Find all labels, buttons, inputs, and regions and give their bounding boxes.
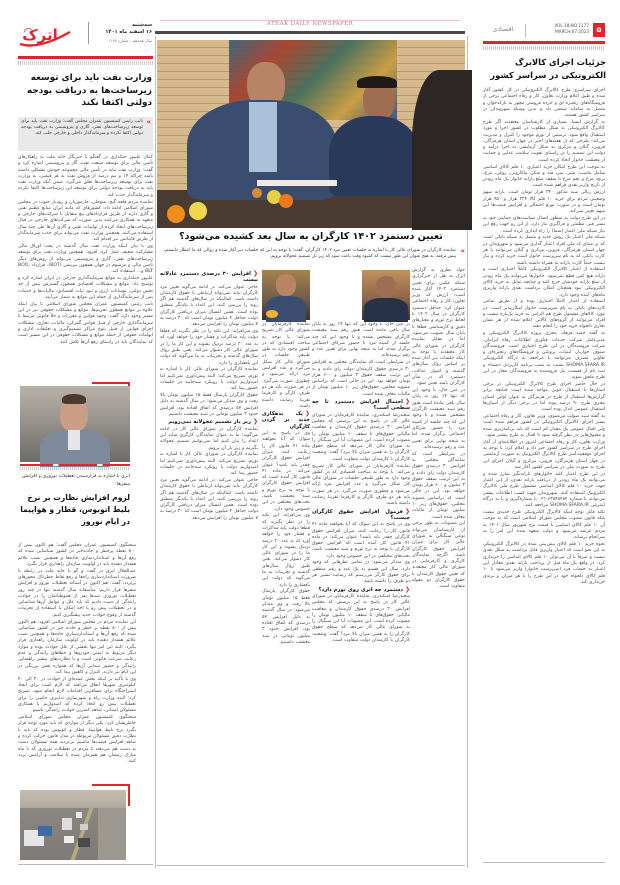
center-bottom-rule bbox=[157, 865, 465, 866]
chevron-icon: ❮ bbox=[404, 398, 410, 406]
chevron-icon: ❮ bbox=[304, 410, 310, 418]
chevron-icon: ❮ bbox=[404, 507, 410, 515]
right-header-stripe bbox=[483, 46, 605, 50]
left-header-red-bar bbox=[18, 56, 153, 59]
section-divider bbox=[525, 24, 526, 38]
subhead-no-hasty: ❮زیر بار تصمیم عجولانه نمی‌رویم bbox=[168, 418, 258, 426]
main-column-middle-left: نماینده کارفرمایان در شورای عالی کار تصریح می‌کند: با توجه به مباحث اقتصادی که در کشور وجود دارد به طور طبیعی جلسات در شورای عالی کار شکل می‌گیرد و عدد افزایش مزد ارائه می‌شود و چطوری صورت می‌گیرد. در هر صورت باید هر دو طرف کارگر و کارفرما تقریبا رضایت داشته باشند. ❮یک بدهکاری جدید بر گردن کارگران وی در پاسخ به این سوال که آیا بخواهند ماده ۴۱ قانون کار را رعایت کنند، میزان افزایش حقوق کارگران چقدر باید باشد؟ عنوان می‌کند: در ماده ۴۱ قانون کار آمده است که افزایش حقوق کارگران با توجه به نرخ تورم و سبد معیشت باشد، بحث‌های مختلفی در این خصوص وجود دارد. وی می‌افزاید: این نکته را در نظر بگیرید که قطعا دولت پایه مذاکرات و فشار خود را خواهد آورد که به عدد ۲۰ درصد نزدیک بشوند و این کار ما را در شورای عالی کار دشوار می‌کند. یعنی طبق روال سال‌های گذشته و تجربیات به ما می‌گوید که دولت این پافشاری را دارد. حقوق کارگران پارسال فقط ۱۵ میلیون تومان بالا رفت و وی متذکر می‌شود: در سال گذشته به دلیل افزایش ۵۷ درصدی که اتفاق افتاده بود، افزایش حدود ۳ میلیون تومانی در سبد معیشت داشتیم. bbox=[262, 322, 311, 645]
highway-red-corner-v bbox=[128, 784, 130, 806]
page-number: ۵ bbox=[596, 25, 602, 34]
subhead-new-debt: ❮یک بدهکاری جدید بر گردن کارگران bbox=[262, 410, 310, 430]
chevron-icon: ❮ bbox=[404, 585, 410, 593]
double-chevron-icon: « bbox=[146, 118, 151, 126]
top-right-masthead bbox=[483, 20, 605, 42]
subhead-30-percent: ❮افزایش ۳۰ درصدی دستمزد عادلانه نیست bbox=[160, 270, 258, 284]
left-article2-kicker: ابری با اشاره به فرارسیدن تعطیلات نوروزی و افزایش سفرها: bbox=[21, 474, 130, 487]
column-divider-left bbox=[155, 36, 156, 868]
issue-day: سه‌شنبه bbox=[132, 22, 152, 28]
issue-date: ۱۶ اسفند ماه ۱۴۰۱ bbox=[105, 29, 152, 35]
left-header-stripe bbox=[18, 61, 153, 65]
main-lead: نماینده کارگران در شورای عالی کار با اشاره به جلسات تعیین مزد ۱۴۰۲ کارگران، گفت: با توجه به این که جلسات دیر آغاز شده و روالی که ما انتظار داشتیم، پیش نرفته، به هیچ عنوان این طور نیست که کمبود وقت باعث شود که زیر بار تصمیم عجولانه برویم. bbox=[163, 248, 456, 260]
masthead-title: ATRAK DAILY NEWSPAPER bbox=[266, 21, 354, 27]
main-column-left: ❮افزایش ۳۰ درصدی دستمزد عادلانه نیست حاجی عنوان می‌کند: در ادامه می‌گوید تعیین مزد کارگران نباید نمی‌تواند ارتباطی با حقوق کارمندان داشته باشد. کمااینکه در سال‌های گذشته هم اگر روند را بررسی کنید، این اعداد با یکدیگر منطبق بوده است. همین امسال میزان دریافتی کارگران دولت حداقل ۴ میلیون تومان است که ۳۰ درصد به ۷ میلیون تومان را افزایش می‌دهد. وی می‌افزاید: این نکته را در نظر بگیرید که قطعا دولت پایه مذاکرات و فشار خود را خواهد آورد که به عدد ۲۰ درصد نزدیک بشوند و این کار ما را در شورای عالی کار دشوار می‌کند. یعنی طبق روال سال‌های گذشته و تجربیات به ما می‌گوید که دولت این پافشاری را دارد. نماینده کارگران در شورای عالی کار با اشاره به تورم، تصریح می‌کند: البته پیش‌داوری نمی‌کنیم اما امیدواریم دولت با رویکرد سه‌جانبه در جلسات حضور پیدا کند. حقوق کارگران پارسال فقط ۱۵ میلیون تومان بالا رفت و وی متذکر می‌شود: در سال گذشته به دلیل افزایش ۵۷ درصدی که اتفاق افتاده بود، افزایش حدود ۳ میلیون تومانی در سبد معیشت داشتیم. ❮زیر بار تصمیم عجولانه نمی‌رویم نماینده کارگران در شورای عالی کار در ادامه می‌گوید: ما به عنوان نمایندگان کارگری شاید این اعداد را بیان کنیم اما نمی‌توانیم تصمیم عجولانه بگیریم و زیر بار آن برویم. نماینده کارگران در شورای عالی کار با اشاره به تورم، تصریح می‌کند: البته پیش‌داوری نمی‌کنیم اما امیدواریم دولت با رویکرد سه‌جانبه در جلسات حضور پیدا کند. حاجی عنوان می‌کند: در ادامه می‌گوید تعیین مزد کارگران نباید نمی‌تواند ارتباطی با حقوق کارمندان داشته باشد. کمااینکه در سال‌های گذشته هم اگر روند را بررسی کنید، این اعداد با یکدیگر منطبق بوده است. همین امسال میزان دریافتی کارگران دولت حداقل ۴ میلیون تومان است که ۳۰ درصد به ۷ میلیون تومان را افزایش می‌دهد. bbox=[160, 270, 259, 521]
left-article1-body: کمال علیپور خنکداری در گفتگو با خبرنگار خانه ملت به راهکارهای تأمین مالی برای توسعه صنعت نفت، گاز و پتروشیمی اشاره کرد و گفت: وزارت نفت نباید در تأمین مالی مجموعه خودش مشکلی داشته باشد چراکه ۱۴ و نیم درصد از فروش نفت به هر قیمتی، به وزارت نفت برای توسعه زیرساخت‌ها تعلق می‌گیرد، ضمن آنکه وزارت نفت باید به دریافت بودجه دولتی برای توسعه این زیرساخت‌ها اکتفا نکرده و سرمایه‌گذار جذب کند. نماینده مردم قلعه گنج، منوجان، جازموریان و رودبار جنوب در مجلس شورای اسلامی ادامه داد: کشورهای که مانند ایران منابع عظیم نفتی و گازی دارند از طریق قراردادهای بیع متقابل با شرکت‌های خارجی و متعهد به همکاری می‌کنند بدین صورت که شرکت‌های خارجی در قبال زیرساخت‌های ایجاد کرده از تولیدات نفتی و گازی آن‌ها طی چند سال استفاده می‌کنند، همچنین وزارت نفت می‌تواند برای جذب سرمایه‌گذار از طریق فاینانس نیز اقدام کند. وی با بیان اینکه وزارت نفت سال گذشته در بحث اوراق مالی مشارکت ضعیف عمل کرد، افزود: همچنین وزارت نفت برای توسعه زیرساخت‌های نفتی، گازی و پتروشیمی می‌تواند از روش‌های دیگر تأمین مالی و مرسوم در جهان همچون بیزینس (BOT)، قرارداد BOO، BLT و... استفاده کند. علیپور خنکداری به موانع سرمایه‌گذاری خارجی در ایران اشاره کرد و توضیح داد: موانع و مشکلات اقتصادی همچون گسترش بیش از حد بخش دولتی، نوسانات ارزی و نبود ثبات اقتصادی، مالیات‌ها و خدمات پس از سرمایه‌گذاری از جمله این موانع به شمار می‌آیند. نایب رئیس کمیسیون عمران مجلس شورای اسلامی با بیان اینکه علاوه بر موانع همچون تحریم‌ها، موانع و مشکلات حقوقی نیز در این مسیر وجود دارد، گفت: وجود قوانین و مقررات و خلأ قانونی مرتبط با سرمایه‌گذاری خارجی از قبیل قوانین گمرکی، مالیات، تجاری، مشکلات اجرای قوانین از قبیل تنوع مراکز تصمیم‌گیری و تعلیقات اداری و ابهامات حقوقی از جمله موانع و مشکلات حقوقی در این مسیر است که نمایندگان باید در راستای رفع آن‌ها تلاش کنند. bbox=[18, 155, 153, 345]
main-lead-block bbox=[157, 247, 465, 267]
newspaper-logo bbox=[18, 18, 73, 50]
meeting-photo bbox=[157, 40, 465, 228]
right-header-red-bar bbox=[483, 41, 605, 44]
portrait-caption-rule bbox=[20, 464, 130, 466]
right-article-body: اجرای سراسری طرح کالابرگ الکترونیکی در کل کشور آغاز شده و طبق اعلام وزارت تعاون، کار و رفاه اجتماعی برخی از فروشگاه‌های زنجیره ای و خرده فروشی مجهز به بارکدخوان و متصل به سامانه شمس داد و بدین وسیله شهروندان در سراسر کشور هستند. به گزارش ایسنا، بسیاری از کارشناسان معتقدند اگر طرح کالابرگ الکترونیکی به شکل مطلوب در کشور اجرا و مورد استقبال واقع شود، ترمیمی از تورم موجود را کنترل و مدیریت می‌کند؛ طرحی که از هفته‌های اخیر در چهار استان هرمزگان، قزوین، گیلان و مرکزی به شکل آزمایشی به اجرا درآمد و دولت این تصمیم را در راستای تقویت سلامت غذایی و حمایت از معیشت خانوار اتخاذ کرده است. به موجب این طرح امکان خرید اعتباری ۱۰ قلم کالای اساسی شامل ماست، شیر، پنیر، قند و شکر، ماکارونی، روغن، مرغ، برنج، مرغ و تخم مرغ با سقف مبلغ یارانه خانوار یک ماه زودتر از تاریخ واریز نقدی فراهم شده است. ارزش ریالی سبد مذکور ۳۴۰ هزار تومان است. یارانه سهم وضعیتی مردم برای خرید ۱۰ قلم کالا ۲۲۴ هزار و ۹۵۰ هزار تومان است و در صورت تورم احتمالی و افزایش قیمت‌ها این سهم تغییر نمی‌کند. در این طرح دولت به منظور اتصال سیاست‌های حمایتی خود به بستر فنی مطمئن و فراگیری نیاز دارد، از این رو جهت رفع این نیاز شبکه ملی اعتبار (شما) را راه اندازی کرده است. شبکه ملی اعتبار یک روش جدید و متصل به شبکه بانکی است که بر مبنای کد ملی افراد اعتبار گذاری می‌شود و شهروندان در چهار استان هرمزگان، قزوین، مرکزی و گیلان می‌توانند با هر کارت بانکی که به نام سرپرست خانوار است خرید کرده و نیاز نیست حتماً کارت یارانه به همراه داشته باشند. استفاده از اعتبار کالابرگ الکترونیکی کاملاً اختیاری است و یارانه هیچ کس قطع نمی‌شود. خانوارها می‌توانند یک ماه زودتر از مبلغ یارانه خودشان خرج کنند و چنانچه تمایل به خرید کالای الکترونیکی نبود همچنان امکان برداشت نقدی یارانه واریزی ماه‌های آینده وجود دارد. استفاده از اعتبار کاملاً اختیاری بوده و از طریق تمامی کارت‌های بانکی به نام سرپرست خانوار امکان‌پذیر است. در مورد کالاهای مشمول طرح هم الزامی به خرید یک‌باره نیست و افراد می‌توانند از گروه‌های کالایی اعلام شده از هر نشان تجاری دلخواه خرید خود را انجام دهند. به گفته حمید فرهاد، مجری پروژه کالابرگ الکترونیکی و مدیرعامل شرکت خدمات فناوری اطلاعات رفاه ایرانیان، شرکت فروشندگان در این طرح اختیاری است. فروشندگان صنوف خواربار، لبنیات، پروتئین و فروشگاه‌های زنجیره‌ای و تعاونی مصرف می‌توانند با مراجعه به درگاه الکترونیکی SHOMA.SFARA.IR نسبت به نصب برنامه کاربردی «شما» و ثبت نام از قسمت پنل فروشنده به فروشندگان مجاز در این طرح ملحق شوند. در حال حاضر اجرای طرح کالابرگ الکترونیکی در برخی استان‌ها با استقبال خوبی مواجه شده است چنانچه برابر گزارش‌ها استقبال از طرح در هرمزگان به عنوان اولین استان مجری طرح ۹۰ درصد بوده اما در برخی دیگر از استان‌ها استقبال عمومی اندک بوده است. به گفته سید صولت مرتضوی، وزیر تعاون، کار و رفاه اجتماعی بستر اجرای کالابرگ الکترونیکی در کشور فراهم شده است ولی اقبال عمومی یک مقدار کم است که باید برنامه‌ریزی شده و مشوق‌هایی در نظر گرفته شود تا اقبال به طرح بیشتر شود. وزارت تعاون، کار و رفاه اجتماعی امروز در اطلاعیه‌ای از آغاز اجرای طرح در سراسر کشور خبر داد و اعلام کرد: با توجه به اجرای موفقیت‌آمیز طرح کالابرگ الکترونیک به صورت آزمایشی در چهار استان هرمزگان، قزوین، مرکزی و گیلان اجرای این طرح به صورت ملی در سراسر کشور آغاز شد. در این طرح اعتبار کلیه خانوارهای یارانه‌بگیر شارژ شده و می‌توانند یک ماه زودتر از دریافت یارانه نقدی، از این اعتبار جهت خرید ۱۰ قلم کالای اساسی مشمول طرح ملی کالابرگ الکترونیک استفاده کنند. شهروندان جهت کسب اطلاعات بیشتر می‌توانند با شماره ۶۳۸۴۸۴۸۴-۰۲۱ یا شماره‌گیری و یا به درگاه اینترنتی SHOMA.SFARA.IR مراجعه کنند. نکته قابل توجه اینکه کالابرگ الکترونیکی طرح جدیدی نیست بلکه قانون مصوب مجلس شورای اسلامی است که به موجب آن ۱۰ قلم کالای اساسی با قیمت نرخ شهریور سال ۱۴۰۱ به مردم عرضه می‌شود و دولت متعهد شده این امر را به سرانجام برساند. نحوه خرید ۱۰ قلم کالای پیش‌بینی شده در کالابرگ الکترونیکی به این نحو است که اعتبار واریزی قابل برداشت به شکل نقدی نیست و صرفاً با آن می‌توان ۱۰ قلم کالای اساسی را خریداری کرد. در واقع یک ماه قبل از پرداخت یارانه نقدی معادل این اعتبار به حساب فرد (سرپرست خانوار) واریز می‌شود تا ۱۰ قلم کالای دلخواه خود در این طرح را با هر میزان و برندی خریداری کند. bbox=[483, 88, 606, 585]
portrait-stripe bbox=[20, 467, 130, 470]
right-bottom-rule bbox=[483, 862, 605, 863]
right-headline[interactable]: جزئیات اجرای کالابرگ الکترونیکی در سراسر کشور bbox=[490, 57, 606, 80]
subhead-inflation: ❮دستمزد چه اثری روی تورم دارد؟ bbox=[318, 585, 410, 593]
left-article2-body: سخنگوی کمیسیون عمران مجلس گفت: هم اکنون بیش از ۸۰۰ نقطه پرخطر و حادثه‌خیز در کشور شناسایی شده که رفع آن‌ها و استانداردسازی جاده‌ها و همچنین نصب علائم هشدار دهنده باید در اولویت سازمان راهداری قرار بگیرد. عبدالجلال ابری در گفت و گو با خانه ملت در رابطه با ضرورت استانداردسازی راه‌ها و رفع نقاط خطرناک محورهای پرتردد، گفت: هم اکنون در آستانه تعطیلات نوروز و افزایش سفرها قرار داریم؛ متأسفانه سال گذشته تنها در چند روز تعطیلات نوروزی صدها نفر از هموطنانمان را در حوادث رانندگی از دست دادیم که باید علل و عوامل آن‌ها شناسایی و در تعطیلات پیش رو با اخذ امکان با استفاده از تجربیات گذشته از وقوع حوادث جدید پیشگیری کنیم. این نماینده مردم در مجلس شورای اسلامی افزود: هم اکنون بیش از ۸۰۰ نقطه پر خطر و حادثه خیز در کشور شناسایی شده که رفع آن‌ها و استانداردسازی جاده‌ها و همچنین نصب علائم هشدار دهنده باید در اولویت سازمان راهداری قرار بگیرد. البته این امر تنها بخشی از علل حوادث بوده و موارد دیگر مربوط به ایمنی خودروها و خطاهای رانندگی و عدم رعایت سرعت قانونی است و با نظارت‌های بیشتر راهنمایی رانندگی و حضور میدانی آن‌ها که همواره نقش پررنگی در این ایام نیز دارند، کنترل و کاهش پیدا کند. وی با تأکید بر اینکه بخش عمده‌ای از حوادث در ۳۰ الی ۴۰ کیلومتری شهرها اتفاق می‌افتد که لازم است برای ایجاد استراحتگاه برای مسافرین اقدامات لازم انجام شود، تصریح کرد: البته وزارت راه و شهرسازی تدابیری خاصی را برای تعطیلات پیش رو اتخاذ کرده که امیدواریم با همکاری مسئولان استانی، شاهد کمترین حوادث رانندگی باشیم. سخنگوی کمیسیون عمران مجلس شورای اسلامی خاطرنشان کرد: یکی دیگر از مواردی که باید مورد توجه قرار بگیرد نرخ بلیط هواپیما، قطار و اتوبوس بوده که باید با نظارت دقیق مسئولان مربوطه در مدار قانون حرکت کرده و شاهد افزایش قیمت‌ها نباشیم بی‌تردید همه مسئولان دست به دست هم می‌دهند تا مردم در تعطیلات نوروزی که با ماه مبارک رمضان هم همزمان شده با سلامت و آرامش تردد کنند. bbox=[18, 543, 136, 765]
page-number-badge bbox=[593, 23, 605, 37]
double-chevron-icon: « bbox=[460, 247, 465, 255]
subhead-formula: ❮فرمول افزایش حقوق کارگران چیست؟ bbox=[312, 507, 410, 521]
issue-number: سال هجدهم – شماره ۱۱۷۷ bbox=[108, 38, 152, 43]
left-bottom-rule bbox=[18, 864, 153, 865]
left-red-corner-portrait bbox=[92, 382, 130, 384]
top-left-masthead bbox=[18, 18, 153, 50]
left-article1-lead: نایب رئیس کمیسیون عمران مجلس گفت: وزارت نفت باید برای توسعه زیرساخت‌های نفتی، گازی و پتروشیمی به دریافت بودجه دولتی اکتفا نکرده و سرمایه‌گذار داخلی و خارجی جلب کند. bbox=[21, 119, 143, 137]
svg-text:اترک: اترک bbox=[22, 26, 58, 44]
meeting-photo-crop-left bbox=[262, 270, 310, 320]
volume-number: VOL.18,NO.1177 bbox=[554, 23, 589, 28]
main-headline[interactable]: تعیین دستمزد ۱۴۰۲ کارگران به سال بعد کشیده می‌شود؟ bbox=[179, 231, 443, 242]
highway-red-corner-h bbox=[92, 784, 130, 786]
meeting-photo-crop-right bbox=[362, 270, 410, 320]
masthead-thick-rule bbox=[155, 31, 465, 34]
chevron-icon: ❮ bbox=[252, 270, 258, 277]
chevron-icon: ❮ bbox=[252, 418, 258, 426]
left-article1-lead-box bbox=[18, 117, 153, 151]
portrait-photo bbox=[20, 386, 130, 462]
masthead-divider bbox=[88, 22, 89, 44]
subhead-range: ❮احتمال افزایش دستمزد تا چه سطحی است؟ bbox=[312, 398, 410, 412]
left-article2-headline[interactable]: لزوم افزایش نظارت بر نرخ بلیط اتوبوس، قطار و هواپیما در ایام نوروز bbox=[20, 493, 130, 526]
section-label: اقتصادی bbox=[492, 26, 514, 33]
left-article1-headline[interactable]: وزارت نفت باید برای توسعه زیرساخت‌ها به دریافت بودجه دولتی اکتفا نکند bbox=[27, 73, 152, 108]
main-column-middle: در عین حال، با وجود این که تنها ۱۴ روز به پایان سال باقی مانده است هنوز رقم سبد معیشت کارگران مشخص نشده و با وجود این که چند جلسه از کمیته مزد با حضور شرکای اجتماعی برگزار شده، اما به نتیجه نهایی برای تعیین عدد و رقم نرسیده‌اند. در شرایطی است که نمایندگان مجلس به افزایش ۳۰ درصدی حقوق کارمندان دولت رای دادند و به این ترتیب سقف حقوق ۳ میلیون و ۶۰۰ هزار تومان خواهد بود. این در حالی است که براساس مصوبه مجلس، حقوق‌های زیر ۱۰ میلیون تومان از مالیات معاف شده است. ❮احتمال افزایش دستمزد تا چه سطحی است؟ سعیدرضا اسکندری، نماینده کارفرمایان در شورای عالی کار در پاسخ به این پرسش که مجلس افزایش ۳۰ درصدی حقوق کارمندان و معافیت مالیاتی حقوق‌های تا سقف ۱۰ میلیون تومان را مصوب کرده است. این مصوبات آیا این سیگنال را به شورای عالی کار می‌دهد که سطح حقوق کارگران را به همین میزان بالا ببرد؟ گفت: وضعیت کارگران با کارمندان دولت متفاوت است. نماینده کارفرمایان در شورای عالی کار تصریح می‌کند: با توجه به مباحث اقتصادی که در کشور وجود دارد به طور طبیعی جلسات در شورای عالی کار شکل می‌گیرد و عدد افزایش مزد ارائه می‌شود و چطوری صورت می‌گیرد. در هر صورت باید هر دو طرف کارگر و کارفرما تقریبا رضایت داشته باشند. ❮فرمول افزایش حقوق کارگران چیست؟ وی در پاسخ به این سوال که آیا بخواهند ماده ۴۱ قانون کار را رعایت کنند، میزان افزایش حقوق کارگران چقدر باید باشد؟ عنوان می‌کند: در ماده ۴۱ قانون کار آمده است که افزایش حقوق کارگران با توجه به نرخ تورم و سبد معیشت باشد، بحث‌های مختلفی در این خصوص وجود دارد. وی متذکر می‌شود: در تمامی نظرهایی که وجود دارد، سال این قسیم به یک عدد و رقم منطقی برای حقوق کارگر می‌رسیم که رضایت نسبی هر دو طرف را داشته باشد. ❮دستمزد چه اثری روی تورم دارد؟ سعیدرضا اسکندری، نماینده کارفرمایان در شورای عالی کار در پاسخ به این پرسش که مجلس افزایش ۳۰ درصدی حقوق کارمندان و معافیت مالیاتی حقوق‌های تا سقف ۱۰ میلیون تومان را مصوب کرده است. این مصوبات آیا این سیگنال را به شورای عالی کار می‌دهد که سطح حقوق کارگران را به همین میزان بالا ببرد؟ گفت: وضعیت کارگران با کارمندان دولت متفاوت است. bbox=[312, 322, 410, 644]
highway-traffic-photo bbox=[20, 790, 126, 860]
main-column-right: حواد نظری به گزارش اترک به نقل از خبرگزاری شبکه عکس برای تعیین دستمزد ۱۴۰۲ آغاز شده است. ارزش که وزیر تعاون، کار و رفاه اجتماعی عنوان کرد: حداقل دستمزد کارگران در سال ۱۴۰۲ با لحاظ نرخ تورم و معیارهای دقیق و کارشناسی قطعا تا پایان سال تصویب می‌شود. اما در مقابل نماینده کارگران در شورای عالی کار معتقدند با توجه به اینکه جلسات دیر آغاز شده بر اساس روال سال‌های گذشته و اصول عدالت، دستمزد که در شأن کارگران باشد تعیین شود. در عین حال، با وجود این که تنها ۱۴ روز به پایان سال باقی مانده است هنوز رقم سبد معیشت کارگران مشخص نشده و با وجود این که چند جلسه از کمیته مزد با حضور شرکای اجتماعی برگزار شده، اما به نتیجه نهایی برای تعیین عدد و رقم نرسیده‌اند. در شرایطی است که نمایندگان مجلس به افزایش ۳۰ درصدی حقوق کارمندان دولت رای دادند و به این ترتیب سقف حقوق ۳ میلیون و ۶۰۰ هزار تومان خواهد بود. این در حالی است که براساس مصوبه مجلس، حقوق‌های زیر ۱۰ میلیون تومان از مالیات معاف شده است. این مصوبات به طور برخی از کارشناسان می‌تواند نوعی سیگنالی به شورای عالی کار برای میزان افزایش حقوق کارگران باشد. اگرچه نمایندگان کارگری و کارفرمایی در شورای عالی کار معتقدند که تعیین حقوق کارمندان با حقوق کارگران دو مقوله متفاوت است. bbox=[412, 268, 466, 590]
english-date: MARCH.07.2023 bbox=[555, 29, 589, 34]
atrak-logo-icon bbox=[18, 18, 73, 50]
